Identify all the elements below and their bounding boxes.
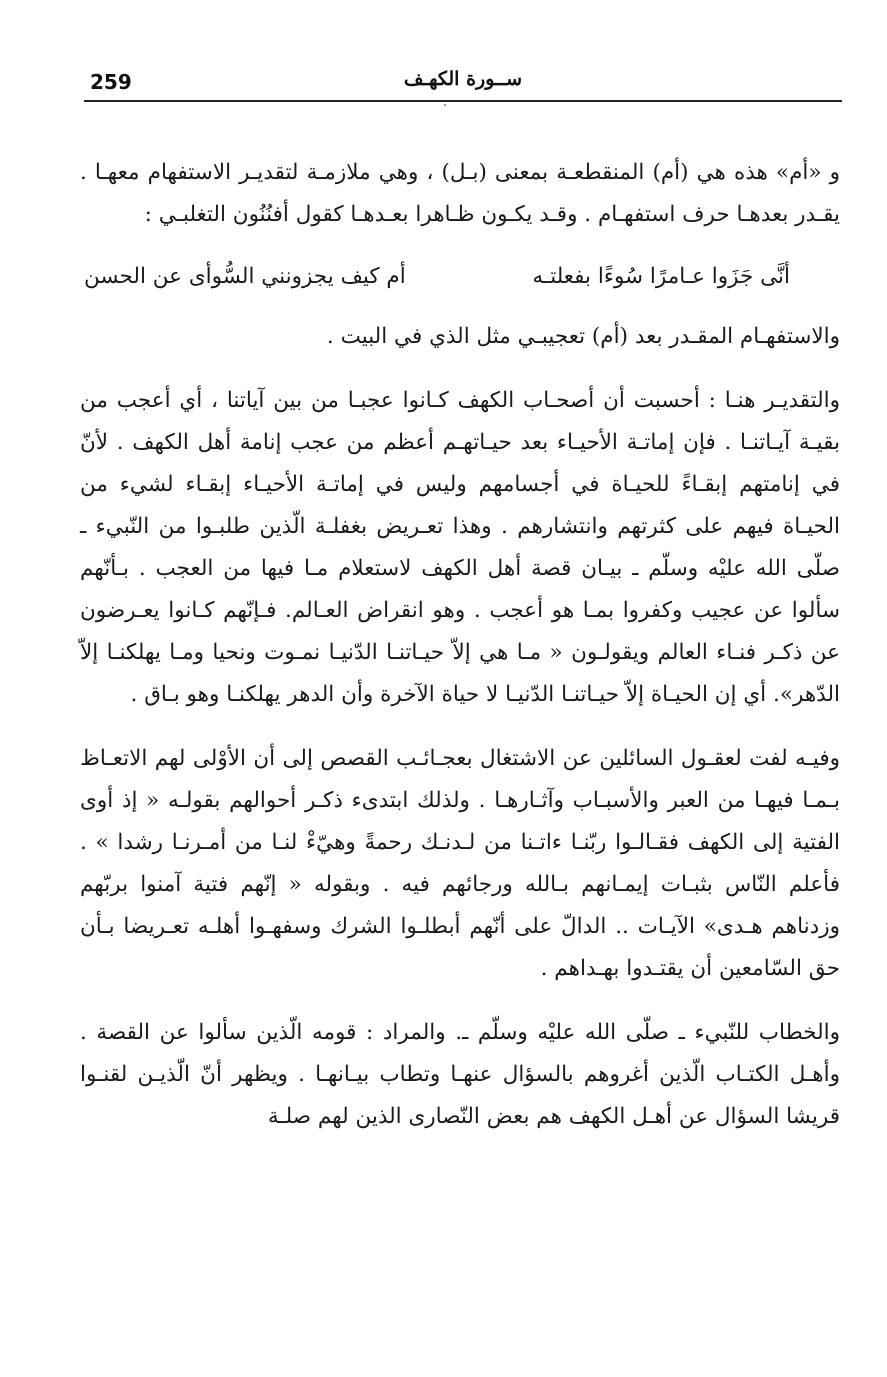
page-header [84,66,842,102]
verse-second-hemistich: أم كيف يجزونني السُّوأى عن الحسن [84,264,406,289]
paragraph-2: والاستفهـام المقـدر بعد (أم) تعجيبـي مثل الذي في البيت . [326,324,840,349]
page-number: 259 [90,70,132,94]
scan-speck [444,104,446,106]
paragraph-1: و «أم» هذه هي (أم) المنقطعـة بمعنى (بـل) ، وهي ملازمـة لتقديـر الاستفهام معهـا . يقـدر بعدهـا حرف استفهـام . وقـد يكـون ظـاهرا بعـدهـا كقول أفنُنُون التغلبـي : [80,160,840,227]
poetry-verse [80,256,840,298]
paragraph-3: والتقديـر هنـا : أحسبت أن أصحـاب الكهف كـانوا عجبـا من بين آياتنا ، أي أعجب من بقيـة آيـاتنـا . فإن إماتـة الأحيـاء بعد حيـاتهـم أعظم من عجب إنامة أهل الكهف . لأنّ في إنامتهم إبقـاءً للحيـاة في أجسامهم وليس في إماتـة الأحيـاء إبقـاء لشيء من الحيـاة فيهم على كثرتهم وانتشارهم . وهذا تعـريض بغفلـة الّذين طلبـوا من النّبيء ـ صلّى الله عليْه وسلّم ـ بيـان قصة أهل الكهف لاستعلام مـا فيها من العجب . بـأنّهم سألوا عن عجيب وكفروا بمـا هو أعجب . وهو انقراض العـالم. فـإنّهم كـانوا يعـرضون عن ذكـر فنـاء العالم ويقولـون « مـا هي إلاّ حيـاتنـا الدّنيـا نمـوت ونحيا ومـا يهلكنـا إلاّ الدّهر». أي إن الحيـاة إلاّ حيـاتنـا الدّنيـا لا حياة الآخرة وأن الدهر يهلكنـا وهو بـاق . [80,388,840,707]
paragraph-5: والخطاب للنّبيء ـ صلّى الله عليْه وسلّم ـ. والمراد : قومه الّذين سألوا عن القصة . وأهـل الكتـاب الّذين أغروهم بالسؤال عنهـا وتطاب بيـانهـا . ويظهر أنّ الّذيـن لقنـوا قريشا السؤال عن أهـل الكهف هم بعض النّصارى الذين لهم صلـة [80,1020,840,1129]
running-title: ســورة الكهـف [403,68,523,90]
paragraph-4: وفيـه لفت لعقـول السائلين عن الاشتغال بعجـائـب القصص إلى أن الأوْلى لهم الاتعـاظ بـمـا فيهـا من العبر والأسبـاب وآثـارهـا . ولذلك ابتدىء ذكـر أحوالهم بقولـه « إذ أوى الفتية إلى الكهف فقـالـوا ربّنـا ءاتـنا من لـدنـك رحمةً وهيّءْ لنـا من أمـرنـا رشدا » . فأعلم النّاس بثبـات إيمـانهم بـالله ورجائهم فيه . وبقوله « إنّهم فتية آمنوا بربّهم وزدناهم هـدى» الآيـات .. الدالّ على أنّهم أبطلـوا الشرك وسفهـوا أهلـه تعـريضا بـأن حق السّامعين أن يقتـدوا بهـداهم . [80,746,840,981]
body-text [80,152,840,1138]
verse-first-hemistich: أنَّى جَزَوا عـامرًا سُوءًا بفعلتـه [532,264,790,289]
